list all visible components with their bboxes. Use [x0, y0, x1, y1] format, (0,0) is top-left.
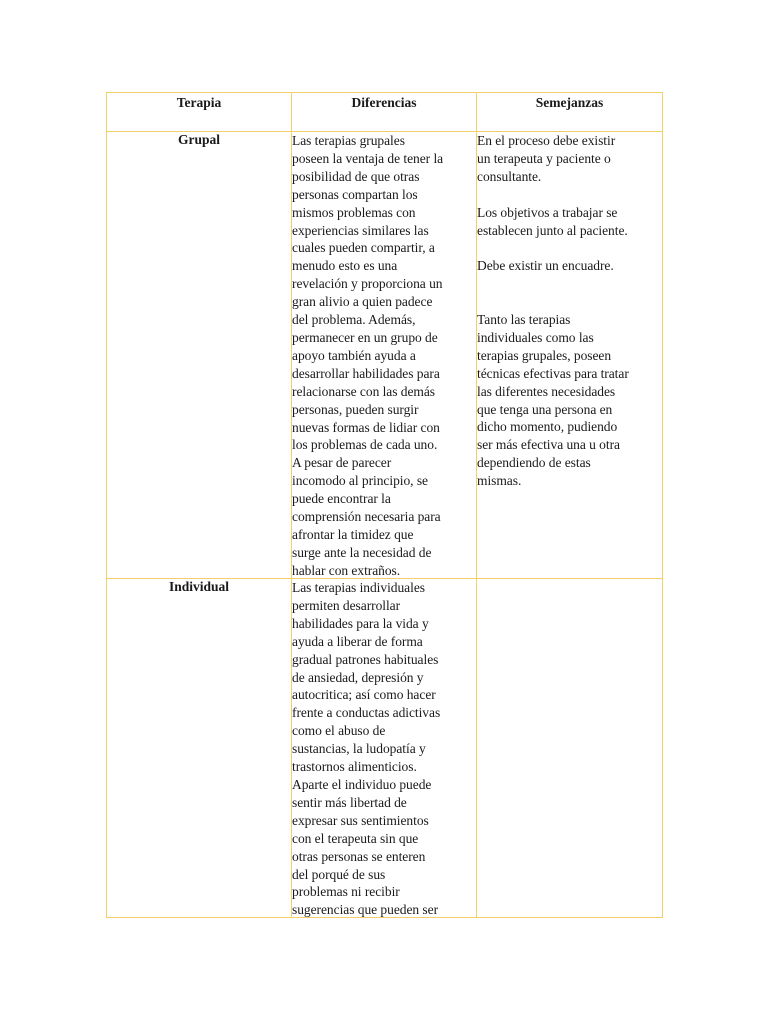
semejanzas-paragraph-1: En el proceso debe existir un terapeuta y paciente o consultante. [477, 133, 616, 184]
cell-diferencias-grupal [292, 132, 477, 579]
table-header-row [107, 93, 663, 132]
cell-terapia-grupal: Grupal [107, 132, 292, 579]
cell-semejanzas [477, 132, 663, 579]
semejanzas-paragraph-4: Tanto las terapias individuales como las terapias grupales, poseen técnicas efectivas para tratar las diferentes necesidades que tenga una persona en dicho momento, pudiendo ser más efectiva una u otra dependiendo de estas mismas. [477, 312, 629, 489]
header-semejanzas: Semejanzas [477, 93, 663, 132]
comparison-table [106, 92, 663, 918]
table-row-individual [107, 579, 663, 918]
semejanzas-paragraph-3: Debe existir un encuadre. [477, 258, 614, 274]
cell-semejanzas-individual [477, 579, 663, 918]
diferencias-grupal-text: Las terapias grupales poseen la ventaja de tener la posibilidad de que otras personas compartan los mismos problemas con experiencias similares las cuales pueden compartir, a menudo esto es una revelación y proporciona un gran alivio a quien padece del problema. Además, permanecer en un grupo de apoyo también ayuda a desarrollar habilidades para relacionarse con las demás personas, pueden surgir nuevas formas de lidiar con los problemas de cada uno. A pesar de parecer incomodo al principio, se puede encontrar la comprensión necesaria para afrontar la timidez que surge ante la necesidad de hablar con extraños. [292, 133, 444, 578]
header-diferencias: Diferencias [292, 93, 477, 132]
cell-diferencias-individual [292, 579, 477, 918]
semejanzas-paragraph-2: Los objetivos a trabajar se establecen junto al paciente. [477, 204, 628, 238]
table-row-grupal [107, 132, 663, 579]
header-terapia: Terapia [107, 93, 292, 132]
diferencias-individual-text: Las terapias individuales permiten desarrollar habilidades para la vida y ayuda a liberar de forma gradual patrones habituales de ansiedad, depresión y autocritica; así como hacer frente a conductas adictivas como el abuso de sustancias, la ludopatía y trastornos alimenticios. Aparte el individuo puede sentir más libertad de expresar sus sentimientos con el terapeuta sin que otras personas se enteren del porqué de sus problemas ni recibir sugerencias que pueden ser [292, 580, 441, 917]
cell-terapia-individual: Individual [107, 579, 292, 918]
